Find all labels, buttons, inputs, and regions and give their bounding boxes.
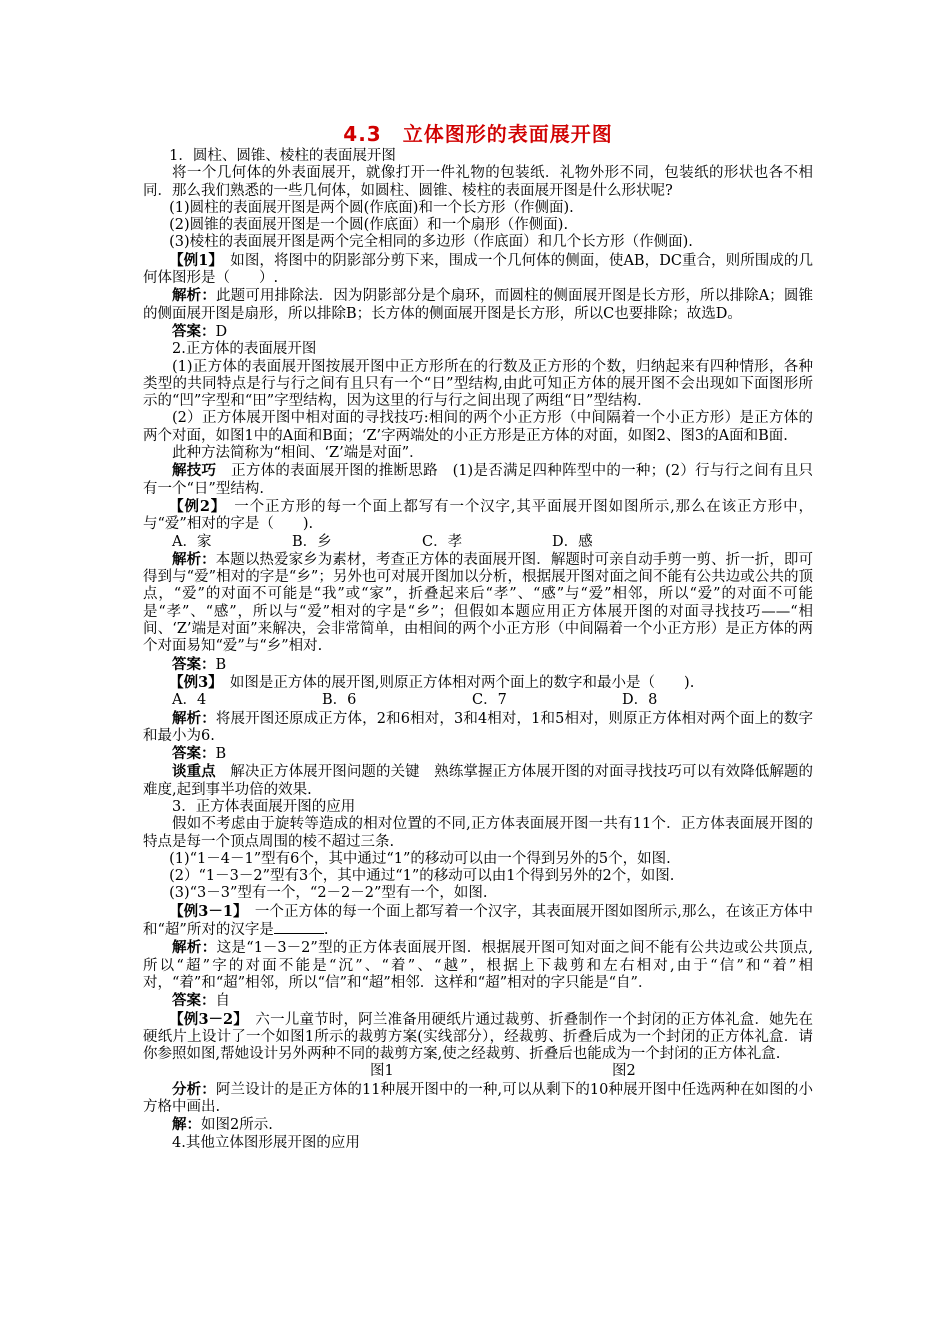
- example-1-label: 【例1】: [169, 251, 216, 269]
- example-3-answer: [143, 745, 813, 763]
- example-3-analysis: [143, 710, 813, 746]
- section-3-point-2: (2）“1－3－2”型有3个，其中通过“1”的移动可以由1个得到另外的2个，如图.: [169, 868, 675, 885]
- solution-text: 如图2所示.: [201, 1117, 273, 1134]
- example-2-text: 一个正方形的每一个面上都写有一个汉字,其平面展开图如图所示,那么在该正方形中，与“爱”相对的字是（ ).: [143, 498, 814, 533]
- figure-1-caption: 图1: [370, 1063, 394, 1080]
- section-4-heading: 4.其他立体图形展开图的应用: [172, 1134, 360, 1151]
- answer-value: B: [215, 746, 227, 763]
- answer-label: 答案：: [172, 745, 216, 763]
- example-3-options: [143, 692, 813, 709]
- answer-value: 自: [215, 993, 230, 1010]
- section-3-intro: 假如不考虑由于旋转等造成的相对位置的不同,正方体表面展开图一共有11个．正方体表面展开图的特点是每一个顶点周围的棱不超过三条.: [143, 816, 813, 850]
- section-1-point-2: (2)圆锥的表面展开图是一个圆(作底面）和一个扇形（作侧面).: [169, 217, 569, 234]
- answer-value: D: [215, 323, 228, 340]
- section-1-point-3: (3)棱柱的表面展开图是两个完全相同的多边形（作底面）和几个长方形（作侧面).: [169, 234, 693, 251]
- answer-blank: [274, 921, 324, 934]
- analysis-label: 分析：: [172, 1080, 216, 1098]
- page-title: 4.3 立体图形的表面展开图: [343, 122, 613, 146]
- key-point-label: 谈重点: [172, 763, 216, 781]
- example-1-analysis: [143, 287, 813, 323]
- answer-label: 答案：: [172, 655, 216, 673]
- example-1: [143, 252, 813, 288]
- figure-2-caption: 图2: [612, 1063, 636, 1080]
- analysis-text: 阿兰设计的是正方体的11种展开图中的一种,可以从剩下的10种展开图中任选两种在如图的小方格中画出.: [143, 1081, 814, 1116]
- tip-label: 解技巧: [172, 462, 217, 480]
- analysis-label: 解析：: [172, 939, 217, 957]
- example-3-2: [143, 1011, 813, 1064]
- answer-label: 答案：: [172, 992, 216, 1010]
- example-2-options: [143, 534, 813, 551]
- example-3-1-label: 【例3－1】: [169, 902, 241, 920]
- analysis-text: 本题以热爱家乡为素材，考查正方体的表面展开图．解题时可亲自动手剪一剪、折一折，即可得到与“爱”相对的字是“乡”；另外也可对展开图加以分析，根据展开图对面之间不能有公共边或公共的顶点，“爱”的对面不可能是“我”或“家”，折叠起来后“孝”、“感”与“爱”相邻，所以“爱”的对面不可能是“孝”、“感”，所以与“爱”相对的字是“乡”；但假如本题应用正方体展开图的对面寻找技巧——“相间、‘Z’端是对面”来解决，会非常简单，由相间的两个小正方形（中间隔着一个小正方形）是正方体的两个对面易知“爱”与“乡”相对.: [143, 551, 814, 655]
- answer-value: B: [215, 656, 227, 673]
- section-2-heading: 2.正方体的表面展开图: [172, 341, 317, 358]
- example-3-2-analysis: [143, 1081, 813, 1117]
- section-1-point-1: (1)圆柱的表面展开图是两个圆(作底面)和一个长方形（作侧面).: [169, 199, 574, 216]
- solution-label: 解：: [172, 1116, 201, 1134]
- section-1-intro: 将一个几何体的外表面展开，就像打开一件礼物的包装纸．礼物外形不同，包装纸的形状也各不相同．那么我们熟悉的一些几何体，如圆柱、圆锥、棱柱的表面展开图是什么形状呢?: [143, 165, 813, 199]
- example-3-label: 【例3】: [169, 673, 216, 691]
- example-3-1-text: 一个正方体的每一个面上都写着一个汉字，其表面展开图如图所示,那么，在该正方体中和“超”所对的汉字是: [143, 903, 813, 939]
- option-c: C．孝: [422, 533, 463, 550]
- option-d: D．8: [622, 692, 658, 709]
- document-body: [143, 122, 813, 1152]
- example-2-answer: [143, 656, 813, 674]
- option-a: A．家: [172, 533, 212, 550]
- tip-block: [143, 462, 813, 498]
- section-1-heading: 1．圆柱、圆锥、棱柱的表面展开图: [169, 148, 396, 164]
- key-point-text: 解决正方体展开图问题的关键 熟练掌握正方体展开图的对面寻找技巧可以有效降低解题的难度,起到事半功倍的效果.: [143, 764, 814, 798]
- analysis-text: 这是“1－3－2”型的正方体表面展开图．根据展开图可知对面之间不能有公共边或公共顶点,所以“超”字的对面不能是“沉”、“着”、“越”，根据上下裁剪和左右相对,由于“信”和“着”相对，“着”和“超”相邻，所以“信”和“超”相邻．这样和“超”相对的字只能是“自”．: [143, 940, 814, 991]
- answer-label: 答案：: [172, 322, 216, 340]
- analysis-label: 解析：: [172, 709, 216, 727]
- section-2-point-2: (2）正方体展开图中相对面的寻找技巧:相间的两个小正方形（中间隔着一个小正方形）是正方体的两个对面，如图1中的A面和B面；‘Z’字两端处的小正方形是正方体的对面，如图2、图3的A面和B面.: [143, 410, 813, 444]
- option-a: A．4: [172, 692, 207, 709]
- example-3-2-solution: [143, 1116, 813, 1134]
- example-2: [143, 498, 813, 534]
- analysis-text: 将展开图还原成正方体，2和6相对，3和4相对，1和5相对，则原正方体相对两个面上的数字和最小为6.: [143, 710, 814, 744]
- example-1-text: 如图，将图中的阴影部分剪下来，围成一个几何体的侧面，使AB，DC重合，则所围成的几何体图形是（ ）.: [143, 252, 813, 287]
- analysis-label: 解析：: [172, 550, 216, 568]
- analysis-text: 此题可用排除法．因为阴影部分是个扇环，而圆柱的侧面展开图是长方形，所以排除A；圆锥的侧面展开图是扇形，所以排除B；长方体的侧面展开图是长方形，所以C也要排除；故选D。: [143, 288, 814, 322]
- example-3-2-text: 六一儿童节时，阿兰准备用硬纸片通过裁剪、折叠制作一个封闭的正方体礼盒．她先在硬纸片上设计了一个如图1所示的裁剪方案(实线部分），经裁剪、折叠后成为一个封闭的正方体礼盒．请你参照如图,帮她设计另外两种不同的裁剪方案,使之经裁剪、折叠后也能成为一个封闭的正方体礼盒.: [143, 1011, 813, 1063]
- section-2-point-1: (1)正方体的表面展开图按展开图中正方形所在的行数及正方形的个数，归纳起来有四种情形，各种类型的共同特点是行与行之间有且只有一个“日”型结构,由此可知正方体的展开图不会出现如下面图形所示的“凹”字型和“田”字型结构，因为这里的行与行之间出现了两组“日”型结构.: [143, 358, 813, 410]
- example-2-analysis: [143, 551, 813, 656]
- section-3-point-3: (3)“3－3”型有一个，“2－2－2”型有一个，如图.: [169, 885, 488, 902]
- section-3-point-1: (1)“1－4－1”型有6个，其中通过“1”的移动可以由一个得到另外的5个，如图.: [169, 850, 671, 867]
- option-d: D．感: [552, 533, 593, 550]
- key-point-block: [143, 763, 813, 799]
- figure-captions: [143, 1063, 813, 1080]
- tip-text: 正方体的表面展开图的推断思路 (1)是否满足四种阵型中的一种；(2）行与行之间有且只有一个“日”型结构.: [143, 463, 813, 497]
- option-b: B．6: [322, 692, 357, 709]
- option-c: C．7: [472, 692, 507, 709]
- example-3-1-answer: [143, 992, 813, 1010]
- example-3-2-label: 【例3－2】: [169, 1010, 241, 1028]
- analysis-label: 解析：: [172, 287, 217, 305]
- example-3-1: 【例3－1】 一个正方体的每一个面上都写着一个汉字，其表面展开图如图所示,那么，在该正方体中和“超”所对的汉字是 .: [143, 902, 813, 939]
- example-3-text: 如图是正方体的展开图,则原正方体相对两个面上的数字和最小是（ ).: [215, 674, 695, 691]
- example-2-label: 【例2】: [169, 497, 219, 515]
- example-1-answer: [143, 323, 813, 341]
- section-2-point-3: 此种方法简称为“相间、‘Z’端是对面”．: [172, 445, 424, 462]
- section-3-heading: 3．正方体表面展开图的应用: [172, 798, 356, 815]
- example-3: [143, 674, 813, 692]
- option-b: B．乡: [292, 533, 332, 550]
- example-3-1-analysis: [143, 939, 813, 992]
